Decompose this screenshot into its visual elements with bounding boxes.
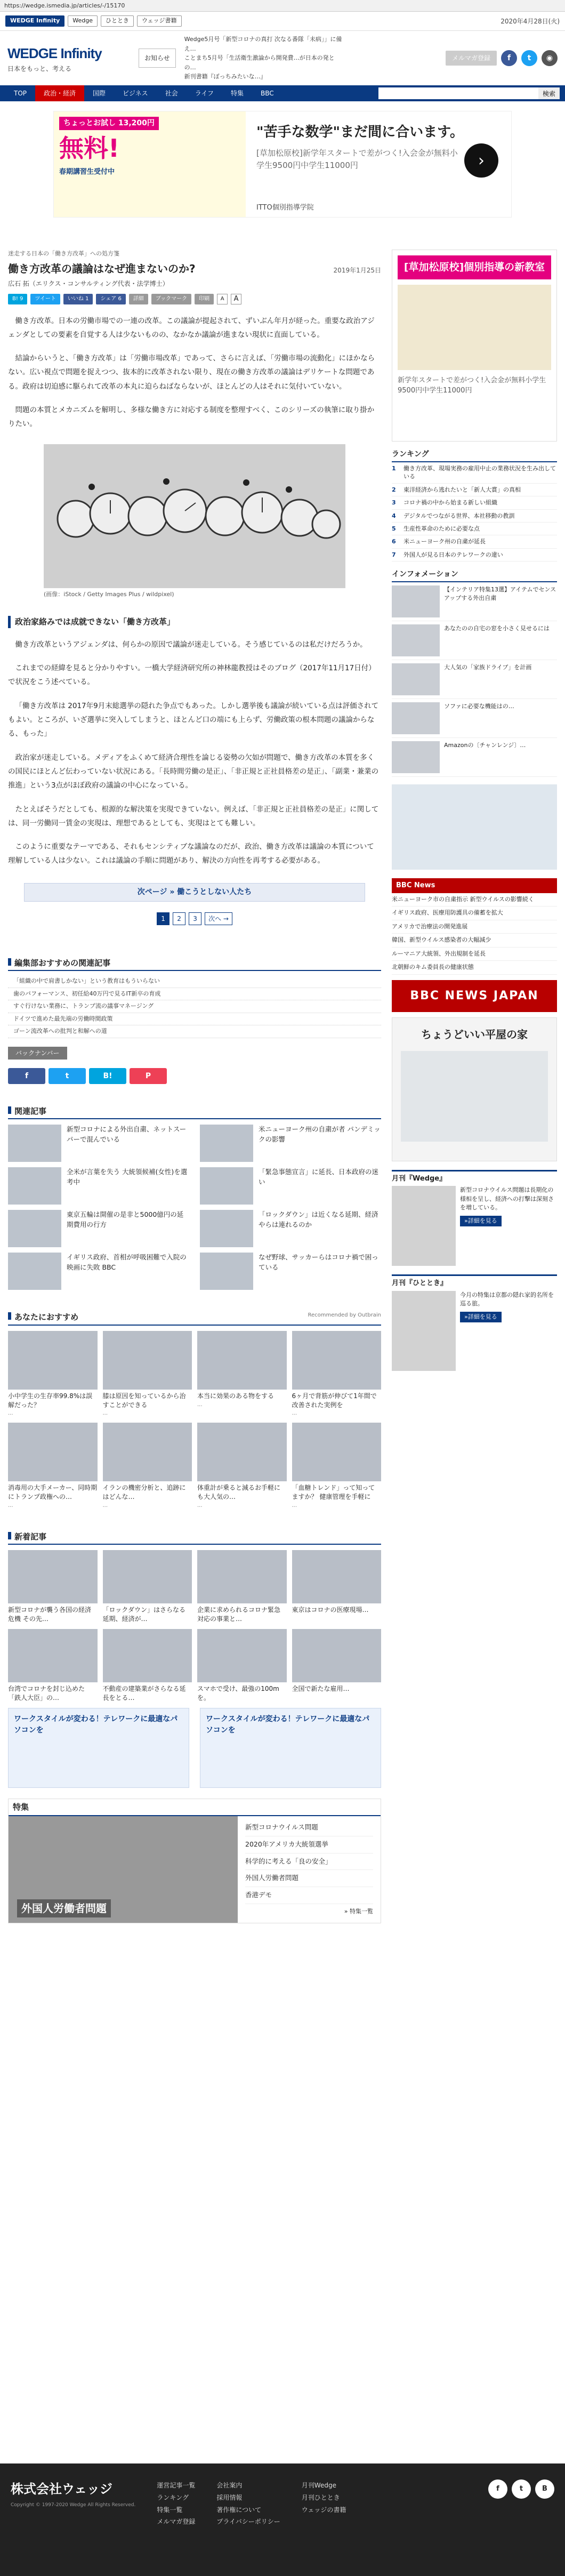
footer-copyright: Copyright © 1997-2020 Wedge All Rights Reserved. xyxy=(11,2502,136,2508)
site-link-wedge-infinity[interactable]: WEDGE Infinity xyxy=(5,15,64,27)
article-date: 2019年1月25日 xyxy=(333,266,381,274)
sidebar-ad-title: [草加松原校]個別指導の新教室 xyxy=(398,255,551,279)
nav-bbc[interactable]: BBC xyxy=(261,90,274,97)
article-author[interactable]: 広石 拓（エリクス・コンサルティング代表・法学博士） xyxy=(8,279,169,287)
facebook-icon[interactable]: f xyxy=(8,1068,45,1084)
newest-item[interactable]: スマホで受け、最強の100mを。 xyxy=(197,1629,287,1703)
magazine-title: 月刊『ひととき』 xyxy=(392,1279,448,1288)
footer-link[interactable]: ランキング xyxy=(157,2493,189,2501)
popular-item[interactable]: 米ニューヨーク州の自粛が者 パンデミックの影響 xyxy=(200,1125,381,1162)
share-bar xyxy=(8,294,381,304)
facebook-icon[interactable]: f xyxy=(501,50,517,66)
detail-button[interactable]: 詳細 xyxy=(129,294,148,304)
bookmark-button[interactable]: ブックマーク xyxy=(151,294,191,304)
paragraph: たとえばそうだとしても、根源的な解決策を実現できていない。例えば、「非正規と正社員格差の是正」に関しては、同一労働同一賃金の実現は、理想であるとしても、実現はとても難しい。 xyxy=(8,805,379,828)
footer-corp-name[interactable]: 株式会社ウェッジ xyxy=(11,2481,113,2497)
feature-item[interactable]: 科学的に考える「良の安全」 xyxy=(245,1853,373,1871)
house-banner-ad[interactable] xyxy=(392,1017,557,1161)
related-item[interactable]: 「組織の中で肩書しかない」という教育はもういらない xyxy=(8,975,381,988)
footer-links-3 xyxy=(302,2479,346,2560)
recommend-item[interactable]: イランの機密分析と、追跡にはどんな… ... xyxy=(103,1423,192,1510)
like-button[interactable]: いいね 1 xyxy=(63,294,93,304)
recommend-heading: あなたにおすすめ Recommended by Outbrain xyxy=(8,1311,381,1326)
feature-item[interactable]: 外国人労働者問題 xyxy=(245,1870,373,1887)
footer-link[interactable]: 月刊ひととき xyxy=(301,2493,340,2501)
bbc-item[interactable]: 北朝鮮のキム委員長の健康状態 xyxy=(392,961,557,975)
feature-item[interactable]: 2020年アメリカ大統領選挙 xyxy=(245,1836,373,1853)
hatena-icon[interactable]: B xyxy=(535,2479,554,2499)
hatena-share-button[interactable]: B! 9 xyxy=(8,294,27,304)
site-footer xyxy=(0,2463,565,2576)
ranking-item[interactable]: 3 コロナ禍の中から始まる新しい組織 xyxy=(392,496,557,509)
nav-feature[interactable]: 特集 xyxy=(230,90,244,97)
rss-icon[interactable]: ◉ xyxy=(542,50,558,66)
bbc-logo[interactable]: BBC NEWS JAPAN xyxy=(392,980,557,1012)
info-item[interactable]: 【インテリア特集13選】アイテムでセンスアップする外出自粛 xyxy=(392,582,557,621)
main-column xyxy=(8,250,381,1923)
bbc-item[interactable]: 米ニューヨーク市の自粛指示 新型ウイルスの影響続く xyxy=(392,893,557,907)
top-site-bar xyxy=(0,12,565,31)
ad-free-text: 無料! xyxy=(59,134,119,163)
magazine-cover[interactable] xyxy=(392,1291,456,1371)
sidebar-ad[interactable] xyxy=(392,250,557,442)
footer-link[interactable]: 月刊Wedge xyxy=(301,2482,336,2489)
recommend-item[interactable]: 体重計が乗ると減るお手軽にも大人気の… ... xyxy=(197,1423,287,1510)
nav-society[interactable]: 社会 xyxy=(165,90,178,97)
bbc-heading: BBC News xyxy=(392,878,557,893)
pocket-icon[interactable]: P xyxy=(130,1068,167,1084)
pc-ad-row xyxy=(8,1708,381,1788)
nav-politics-economy[interactable]: 政治・経済 xyxy=(35,85,84,101)
recommend-item[interactable]: 「血糖トレンド」って知ってますか？ 健康管理を手軽に ... xyxy=(292,1423,382,1510)
ranking-item[interactable]: 5 生産性革命のために必要な点 xyxy=(392,523,557,535)
tweet-button[interactable]: ツイート xyxy=(30,294,60,304)
magazine-desc: 新型コロナウイルス問題は長期化の様相を呈し、経済への打撃は深刻さを増している。 xyxy=(460,1186,554,1211)
bbc-item[interactable]: イギリス政府、医療用防護具の備蓄を拡大 xyxy=(392,906,557,920)
paragraph: このように重要なテーマである、それもセンシティブな議論なのだが、政治、働き方改革は議論の本質について理解している人は少ない。これは議論の手順に問題があり、解決の方向性を再考する必要がある。 xyxy=(8,842,374,865)
article-body xyxy=(8,314,381,868)
facebook-icon[interactable]: f xyxy=(488,2479,507,2499)
site-link-hitotoki[interactable]: ひととき xyxy=(101,15,134,27)
ad-body: [草加松原校]新学年スタートで差がつく!入会金が無料小学生9500円中学生11000円 xyxy=(256,148,458,170)
site-header xyxy=(0,31,565,85)
popular-item[interactable]: 東京五輪は開催の是非と5000億円の延期費用の行方 xyxy=(8,1210,189,1247)
footer-link[interactable]: 運営記事一覧 xyxy=(157,2482,196,2489)
sidebar xyxy=(392,250,557,1923)
ranking-item[interactable]: 1 働き方改革、現場実務の雇用中止の業務状況を生み出している xyxy=(392,462,557,484)
newest-grid xyxy=(8,1550,381,1702)
paragraph: 政治家が迷走している。メディアをふくめて経済合理性を論じる姿勢の欠如が問題で、働き方改革の本質を多くの国民にほとんど伝わっていない状況にある。「長時間労働の是正」、「非正規と正社員格差の是正」、「副業・兼業の推進」という3点がほぼ政府の議論の中心になっている。 xyxy=(8,753,379,790)
top-banner-ad[interactable] xyxy=(53,111,512,218)
article-photo xyxy=(44,444,345,588)
nav-top[interactable]: TOP xyxy=(14,90,27,97)
magazine-detail-button[interactable]: »詳細を見る xyxy=(460,1216,502,1227)
popular-heading: 関連記事 xyxy=(8,1105,381,1120)
footer-link[interactable]: 著作権について xyxy=(216,2506,262,2514)
info-heading: インフォメーション xyxy=(392,569,557,582)
big-share-bar xyxy=(8,1068,381,1084)
feature-image[interactable] xyxy=(9,1816,238,1923)
search-button[interactable]: 検索 xyxy=(538,87,560,99)
ranking-list xyxy=(392,462,557,561)
paragraph: 結論からいうと、「働き方改革」は「労働市場改革」であって、さらに言えば、「労働市場の流動化」にほかならない。広い視点で問題を捉えつつ、抜本的に改革されない限り、現在の働き方改革の議論はデリケートな問題である。政府は切迫感に駆られて改革の本丸に迫らねばならないが、ほとんどの人はそれに気付いていない。 xyxy=(8,354,375,391)
popular-item[interactable]: 全米が言葉を失う 大統領候補(女性)を選考中 xyxy=(8,1167,189,1205)
global-nav xyxy=(0,85,565,101)
ad-price: ちょっとお試し 13,200円 xyxy=(59,117,159,130)
newest-item[interactable]: 台湾でコロナを封じ込めた「鉄人大臣」の… xyxy=(8,1629,98,1703)
pc-ad[interactable]: ワークスタイルが変わる！テレワークに最適なパソコンを xyxy=(200,1708,381,1788)
newest-item[interactable]: 全国で新たな雇用… xyxy=(292,1629,382,1703)
feature-item[interactable]: 香港デモ xyxy=(245,1887,373,1904)
pc-ad[interactable]: ワークスタイルが変わる！テレワークに最適なパソコンを xyxy=(8,1708,189,1788)
paragraph: 問題の本質とメカニズムを解明し、多様な働き方に対応する制度を整理すべく、このシリーズの執筆に取り掛かりたい。 xyxy=(8,406,375,429)
footer-links-1 xyxy=(157,2479,195,2560)
breadcrumb[interactable]: 迷走する日本の「働き方改革」への処方箋 xyxy=(8,250,119,257)
page-2[interactable]: 2 xyxy=(173,912,185,925)
popular-grid xyxy=(8,1125,381,1290)
search-input[interactable] xyxy=(378,87,538,99)
footer-sns xyxy=(488,2479,554,2560)
twitter-icon[interactable]: t xyxy=(521,50,537,66)
ranking-item[interactable]: 4 デジタルでつながる世界、本社移動の教訓 xyxy=(392,510,557,523)
header-news-item[interactable]: 新刊書籍『ぼっちみたいな…』 xyxy=(184,73,267,81)
related-list xyxy=(8,975,381,1038)
site-link-wedge[interactable]: Wedge xyxy=(68,15,98,27)
bbc-news-box xyxy=(392,878,557,1012)
ranking-heading: ランキング xyxy=(392,449,557,462)
notice-box[interactable]: お知らせ xyxy=(139,49,176,68)
feature-image-label: 外国人労働者問題 xyxy=(17,1899,111,1917)
next-page-link[interactable]: 次ページ » 働こうとしない人たち xyxy=(24,883,365,902)
magazine-title: 月刊『Wedge』 xyxy=(392,1174,447,1183)
magazine-desc: 今月の特集は京都の隠れ家的名所を巡る旅。 xyxy=(460,1291,554,1307)
footer-link[interactable]: ウェッジの書籍 xyxy=(301,2506,346,2514)
feature-more-link[interactable]: » 特集一覧 xyxy=(344,1907,373,1915)
current-date: 2020年4月28日(火) xyxy=(501,17,560,25)
sidebar-ad-body: 新学年スタートで差がつく!入会金が無料小学生9500円中学生11000円 xyxy=(398,376,546,395)
arrow-right-icon[interactable]: › xyxy=(464,143,498,178)
bbc-item[interactable]: アメリカで治療法の開発進展 xyxy=(392,920,557,934)
twitter-icon[interactable]: t xyxy=(49,1068,86,1084)
newest-item[interactable]: 東京はコロナの医療現場… xyxy=(292,1550,382,1624)
magazine-hitotoki xyxy=(392,1274,557,1371)
fb-share-button[interactable]: シェア 6 xyxy=(96,294,125,304)
footer-link[interactable]: 特集一覧 xyxy=(157,2506,183,2514)
photo-caption: (画像：iStock / Getty Images Plus / wildpixel) xyxy=(44,590,174,598)
nav-international[interactable]: 国際 xyxy=(93,90,106,97)
related-heading: 編集部おすすめの関連記事 xyxy=(8,957,381,972)
clocks-illustration xyxy=(44,444,345,588)
bbc-item[interactable]: ルーマニア大統領、外出規制を延長 xyxy=(392,948,557,961)
ranking-item[interactable]: 6 米ニューヨーク州の自粛が延長 xyxy=(392,535,557,548)
feature-heading: 特集 xyxy=(9,1799,381,1817)
font-small-icon[interactable]: A xyxy=(217,294,228,304)
ad-visual xyxy=(54,111,246,217)
house-ad-title: ちょうどいい平屋の家 xyxy=(421,1028,528,1041)
related-item[interactable]: 歯のパフォーマンス、初任給40万円で見るIT新卒の育成 xyxy=(8,988,381,1001)
paragraph: 「働き方改革は 2017年9月末総選挙の隠れた争点でもあった。しかし選挙後も議論が続いている点は評価されてもよい。ところが、いざ選挙に突入してしまうと、ほとんど口の端にも上らず、労働政策の根本問題の議論からなる、もった」 xyxy=(8,701,379,739)
ranking-item[interactable]: 2 東洋経済から逃れたいと「新人大賞」の真相 xyxy=(392,484,557,496)
print-button[interactable]: 印刷 xyxy=(195,294,214,304)
next-page-button[interactable]: 次へ → xyxy=(205,912,232,925)
info-list xyxy=(392,582,557,777)
header-news-item[interactable]: ことまち5月号「生活衛生激論から開発費…が日本の発との… xyxy=(184,54,335,71)
footer-links-2 xyxy=(216,2479,280,2560)
ad-headline: "苦手な数学"まだ間に合います。 xyxy=(256,124,464,140)
site-logo[interactable] xyxy=(7,43,130,74)
section-heading: 政治家絡みでは成就できない「働き方改革」 xyxy=(8,616,381,628)
bbc-item[interactable]: 韓国、新型ウイルス感染者の大幅減少 xyxy=(392,934,557,948)
paragraph: これまでの経緯を見ると分かりやすい。一橋大学経済研究所の神林龍教授はそのブログ（2017年11月17日付）で状況をこう述べている。 xyxy=(8,664,376,687)
brand-tagline: 日本をもっと、考える xyxy=(7,65,72,73)
header-news xyxy=(184,35,344,82)
popular-item[interactable]: 「緊急事態宣言」に延長、日本政府の迷い xyxy=(200,1167,381,1205)
recommend-item[interactable]: 本当に効果のある物をする ... xyxy=(197,1331,287,1418)
header-news-item[interactable]: Wedge5月号「新型コロナの真打 次なる番隊「未病」」に備え… xyxy=(184,36,342,52)
popular-item[interactable]: なぜ野球、サッカーらはコロナ禍で困っている xyxy=(200,1253,381,1290)
nav-business[interactable]: ビジネス xyxy=(123,90,148,97)
info-item[interactable]: ソファに必要な機能はの… xyxy=(392,699,557,738)
newest-item[interactable]: 不動産の建築業がさらなる延長をとる… xyxy=(103,1629,192,1703)
recommend-item[interactable]: 膝は原因を知っているから治すことができる ... xyxy=(103,1331,192,1418)
page-3[interactable]: 3 xyxy=(189,912,201,925)
twitter-icon[interactable]: t xyxy=(512,2479,531,2499)
info-item[interactable]: Amazonの〔チャンレンジ〕… xyxy=(392,738,557,777)
newest-item[interactable]: 新型コロナが襲う各国の経済危機 その先… xyxy=(8,1550,98,1624)
magazine-cover[interactable] xyxy=(392,1186,456,1266)
page-1[interactable]: 1 xyxy=(157,912,170,925)
newest-item[interactable]: 「ロックダウン」はさらなる延期、経済が… xyxy=(103,1550,192,1624)
recommend-item[interactable]: 6ヶ月で背筋が伸びて1年間で改善された実例を ... xyxy=(292,1331,382,1418)
house-ad[interactable] xyxy=(392,784,557,870)
newest-item[interactable]: 企業に求められるコロナ緊急対応の事業と… xyxy=(197,1550,287,1624)
ad-advertiser: ITTO個別指導学院 xyxy=(256,203,314,212)
magazine-wedge xyxy=(392,1170,557,1266)
article-title: 働き方改革の議論はなぜ進まないのか? xyxy=(8,262,196,275)
related-item[interactable]: ゴーン流改革への批判と和解への道 xyxy=(8,1025,381,1038)
pagination xyxy=(8,912,381,925)
feature-box xyxy=(8,1799,381,1924)
footer-link[interactable]: プライバシーポリシー xyxy=(216,2518,280,2526)
footer-link[interactable]: メルマガ登録 xyxy=(157,2518,196,2526)
popular-item[interactable]: 「ロックダウン」は近くなる延期、経済やらは連れるのか xyxy=(200,1210,381,1247)
recommend-item[interactable]: 小中学生の生存率99.8%は誤解だった？ ... xyxy=(8,1331,98,1418)
nav-life[interactable]: ライフ xyxy=(195,90,214,97)
brand-name: WEDGE Infinity xyxy=(7,45,102,61)
footer-link[interactable]: 採用情報 xyxy=(216,2493,243,2501)
info-item[interactable]: 大人気の「家族ドライブ」を計画 xyxy=(392,660,557,699)
popular-item[interactable]: 新型コロナによる外出自粛、ネットスーパーで混んでいる xyxy=(8,1125,189,1162)
back-number-button[interactable]: バックナンバー xyxy=(8,1047,67,1060)
ad-sub: 春期講習生受付中 xyxy=(59,168,115,176)
popular-item[interactable]: イギリス政府、首相が呼吸困難で入院の映画に失敗 BBC xyxy=(8,1253,189,1290)
info-item[interactable]: あなたのの自宅の窓を小さく見せるには xyxy=(392,621,557,660)
font-large-icon[interactable]: A xyxy=(231,294,241,304)
newsletter-button[interactable]: メルマガ登録 xyxy=(446,51,497,66)
magazine-detail-button[interactable]: »詳細を見る xyxy=(460,1312,502,1323)
recommend-grid xyxy=(8,1331,381,1510)
hatena-icon[interactable]: B! xyxy=(89,1068,126,1084)
footer-link[interactable]: 会社案内 xyxy=(216,2482,243,2489)
ranking-item[interactable]: 7 外国人が見る日本のテレワークの違い xyxy=(392,549,557,561)
newest-heading: 新着記事 xyxy=(8,1531,381,1545)
related-item[interactable]: ドイツで進めた最先端の労働時間政策 xyxy=(8,1013,381,1026)
paragraph: 働き方改革。日本の労働市場での一連の改革。この議論が提起されて、ずいぶん年月が経った。重要な政治アジェンダとしての要素を自覚する人は少ないものの、なかなか議論が進まない現状に直面している。 xyxy=(8,316,375,339)
related-item[interactable]: すぐ行けない業務に、トランプ流の議事マネージング xyxy=(8,1000,381,1013)
recommend-item[interactable]: 消毒用の大手メーカー、同時期にトランプ政権への… ... xyxy=(8,1423,98,1510)
address-bar[interactable]: https://wedge.ismedia.jp/articles/-/15170 xyxy=(0,0,565,12)
feature-item[interactable]: 新型コロナウイルス問題 xyxy=(245,1819,373,1836)
site-link-books[interactable]: ウェッジ書籍 xyxy=(137,15,182,27)
paragraph: 働き方改革というアジェンダは、何らかの原因で議論が迷走している。そう感じているのは私だけだろうか。 xyxy=(15,640,367,649)
